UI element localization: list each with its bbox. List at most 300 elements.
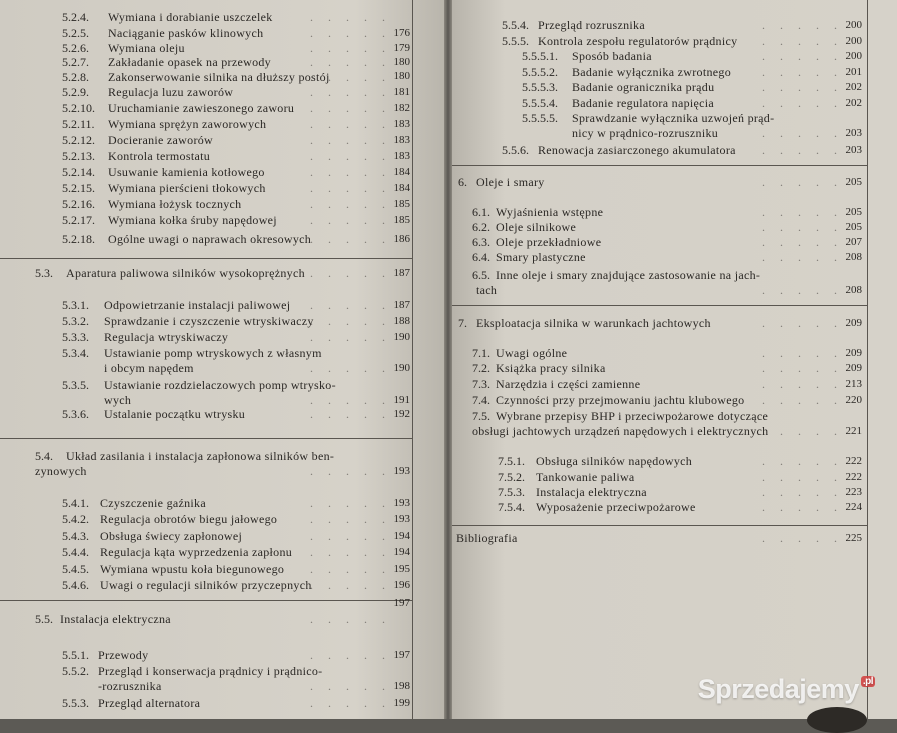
toc-entry-title: Obsługa świecy zapłonowej — [100, 529, 243, 543]
dot-leader: . . . . . — [310, 55, 391, 69]
dot-leader: . . . . . — [310, 496, 391, 510]
toc-entry — [0, 85, 444, 100]
toc-entry-title: Wyposażenie przeciwpożarowe — [536, 500, 696, 514]
watermark-logo — [698, 674, 875, 705]
toc-entry — [0, 133, 444, 148]
toc-entry-page-number: 187 — [393, 267, 410, 279]
dot-leader: . . . . . — [762, 126, 843, 140]
toc-entry-title: Badanie ogranicznika prądu — [572, 80, 715, 94]
toc-entry-number: 5.2.10. — [62, 101, 95, 115]
dot-leader: . . . . . — [762, 470, 843, 484]
dot-leader: . . . . . — [762, 500, 843, 514]
toc-entry-title: Wyjaśnienia wstępne — [496, 205, 604, 219]
toc-entry-page-number: 195 — [393, 563, 410, 575]
toc-entry — [452, 377, 897, 392]
toc-entry-page-number: 205 — [845, 206, 862, 218]
toc-entry-page-number: 209 — [845, 347, 862, 359]
toc-entry-number: 5.2.8. — [62, 70, 89, 84]
toc-entry-title: Regulacja luzu zaworów — [108, 85, 234, 99]
toc-entry — [452, 393, 897, 408]
toc-entry-page-number: 200 — [845, 19, 862, 31]
toc-entry-title: Wybrane przepisy BHP i przeciwpożarowe dotyczące — [496, 409, 769, 423]
toc-entry — [0, 578, 444, 593]
toc-entry — [0, 545, 444, 560]
toc-entry — [0, 197, 444, 212]
toc-entry-title: Zakładanie opasek na przewody — [108, 55, 271, 69]
toc-entry-page-number: 220 — [845, 394, 862, 406]
dot-leader: . . . . . — [762, 250, 843, 264]
toc-entry — [0, 407, 444, 422]
toc-entry-number: 5.5.3. — [62, 696, 89, 710]
toc-entry-page-number: 187 — [393, 299, 410, 311]
toc-entry-page-number: 184 — [393, 166, 410, 178]
toc-entry-number: 5.2.14. — [62, 165, 95, 179]
toc-entry-title: Docieranie zaworów — [108, 133, 214, 147]
toc-entry-title: Oleje i smary — [476, 175, 545, 189]
dot-leader: . . . . . — [762, 18, 843, 32]
toc-entry-number: 5.5.5.4. — [522, 96, 558, 110]
toc-entry-title: Oleje silnikowe — [496, 220, 577, 234]
toc-entry-page-number: 191 — [393, 394, 410, 406]
toc-entry-page-number: 209 — [845, 317, 862, 329]
dot-leader: . . . . . — [762, 393, 843, 407]
dot-leader: . . . . . — [310, 70, 391, 84]
toc-entry-number: 5.5.5.3. — [522, 80, 558, 94]
toc-entry-number: 5.3.1. — [62, 298, 89, 312]
toc-entry-title-continued: zynowych — [35, 464, 87, 478]
dot-leader: . . . . . — [762, 80, 843, 94]
right-page — [452, 0, 897, 719]
toc-entry — [452, 34, 897, 49]
dot-leader: . . . . . — [310, 648, 391, 662]
book-gutter — [444, 0, 452, 719]
toc-entry-page-number: 222 — [845, 471, 862, 483]
dot-leader: . . . . . — [762, 96, 843, 110]
toc-entry-number: 5.5.2. — [62, 664, 89, 678]
toc-entry — [0, 41, 444, 56]
dot-leader: . . . . . — [310, 298, 391, 312]
toc-entry-number: 5.5.1. — [62, 648, 89, 662]
toc-entry — [0, 181, 444, 196]
section-divider — [0, 438, 412, 439]
dot-leader: . . . . . — [310, 10, 391, 24]
dot-leader: . . . . . — [762, 220, 843, 234]
dot-leader: . . . . . — [310, 181, 391, 195]
toc-entry-page-number: 183 — [393, 134, 410, 146]
toc-entry-title: Regulacja kąta wyprzedzenia zapłonu — [100, 545, 293, 559]
toc-entry — [0, 648, 444, 663]
toc-entry — [0, 26, 444, 41]
dot-leader: . . . . . — [762, 531, 843, 545]
toc-entry-title: Regulacja obrotów biegu jałowego — [100, 512, 278, 526]
toc-entry — [0, 314, 444, 329]
section-divider — [452, 525, 867, 526]
toc-entry-page-number: 198 — [393, 680, 410, 692]
dot-leader: . . . . . — [310, 612, 391, 626]
dot-leader: . . . . . — [762, 454, 843, 468]
dot-leader: . . . . . — [762, 175, 843, 189]
toc-entry-title: Naciąganie pasków klinowych — [108, 26, 264, 40]
toc-entry-number: 5.2.13. — [62, 149, 95, 163]
toc-entry-title: Badanie wyłącznika zwrotnego — [572, 65, 732, 79]
dot-leader: . . . . . — [310, 213, 391, 227]
toc-entry-number: 5.5.5. — [502, 34, 529, 48]
toc-entry-page-number: 190 — [393, 331, 410, 343]
dot-leader: . . . . . — [762, 316, 843, 330]
toc-entry-number: 5.3.5. — [62, 378, 89, 392]
toc-entry-number: 6.5. — [472, 268, 490, 282]
dot-leader: . . . . . — [762, 34, 843, 48]
dot-leader: . . . . . — [310, 393, 391, 407]
toc-entry-page-number: 185 — [393, 214, 410, 226]
dot-leader: . . . . . — [762, 283, 843, 297]
toc-entry-number: 5.2.18. — [62, 232, 95, 246]
toc-entry-number: 5.5.4. — [502, 18, 529, 32]
toc-entry-number: 7.5.4. — [498, 500, 525, 514]
toc-entry-title: Kontrola zespołu regulatorów prądnicy — [538, 34, 738, 48]
toc-entry-page-number: 180 — [393, 56, 410, 68]
toc-entry-title: Sposób badania — [572, 49, 652, 63]
toc-entry-page-number: 225 — [845, 532, 862, 544]
toc-entry-page-number: 200 — [845, 35, 862, 47]
toc-entry — [0, 512, 444, 527]
toc-entry-number: 5.2.16. — [62, 197, 95, 211]
toc-entry-page-number: 202 — [845, 81, 862, 93]
toc-entry-title: Czynności przy przejmowaniu jachtu klubowego — [496, 393, 745, 407]
toc-entry-title-continued: wych — [104, 393, 132, 407]
toc-entry-page-number: 176 — [393, 27, 410, 39]
toc-entry-number: 5.2.9. — [62, 85, 89, 99]
dot-leader: . . . . . — [310, 26, 391, 40]
toc-entry — [0, 496, 444, 511]
dot-leader: . . . . . — [762, 377, 843, 391]
toc-entry-title: Instalacja elektryczna — [60, 612, 171, 626]
toc-entry-page-number: 194 — [393, 546, 410, 558]
toc-entry-title: Przegląd rozrusznika — [538, 18, 645, 32]
toc-entry-title: Wymiana wpustu koła biegunowego — [100, 562, 285, 576]
toc-entry-number: 5.5.5.5. — [522, 111, 558, 125]
toc-entry-title: Czyszczenie gaźnika — [100, 496, 206, 510]
toc-entry — [452, 531, 897, 546]
toc-entry — [452, 220, 897, 235]
dot-leader: . . . . . — [762, 235, 843, 249]
toc-entry-number: 7.1. — [472, 346, 490, 360]
toc-entry-title: Narzędzia i części zamienne — [496, 377, 641, 391]
toc-entry-number: 7.3. — [472, 377, 490, 391]
toc-entry-number: 7.4. — [472, 393, 490, 407]
toc-entry-number: 7.5. — [472, 409, 490, 423]
toc-entry-title: Przegląd alternatora — [98, 696, 201, 710]
toc-entry-page-number: 179 — [393, 42, 410, 54]
toc-entry-number: 5.4.1. — [62, 496, 89, 510]
toc-entry-title: Aparatura paliwowa silników wysokoprężnych — [66, 266, 305, 280]
toc-entry-page-number: 197 — [393, 597, 410, 609]
dot-leader: . . . . . — [310, 165, 391, 179]
toc-entry-page-number: 188 — [393, 315, 410, 327]
watermark-text: Sprzedajemy — [697, 674, 859, 704]
toc-entry-page-number: 183 — [393, 150, 410, 162]
toc-entry — [0, 117, 444, 132]
toc-entry-number: 6.1. — [472, 205, 490, 219]
dot-leader: . . . . . — [310, 232, 391, 246]
dot-leader: . . . . . — [762, 485, 843, 499]
toc-entry-page-number: 197 — [393, 649, 410, 661]
toc-entry — [0, 378, 444, 408]
dot-leader: . . . . . — [762, 49, 843, 63]
toc-entry-title: Instalacja elektryczna — [536, 485, 647, 499]
toc-entry — [452, 361, 897, 376]
toc-entry-page-number: 199 — [393, 697, 410, 709]
section-divider — [0, 600, 412, 601]
toc-entry — [0, 70, 444, 85]
dot-leader: . . . . . — [762, 361, 843, 375]
toc-entry — [452, 485, 897, 500]
toc-entry-page-number: 184 — [393, 182, 410, 194]
toc-entry — [0, 346, 444, 376]
toc-entry-title: Obsługa silników napędowych — [536, 454, 693, 468]
toc-entry — [452, 18, 897, 33]
toc-entry — [452, 175, 897, 190]
toc-entry-title: Sprawdzanie i czyszczenie wtryskiwaczy — [104, 314, 314, 328]
toc-entry-number: 5.2.5. — [62, 26, 89, 40]
toc-entry — [452, 111, 897, 141]
toc-entry — [0, 330, 444, 345]
section-divider — [452, 305, 867, 306]
toc-entry-number: 5.2.4. — [62, 10, 89, 24]
toc-entry — [452, 49, 897, 64]
toc-entry — [452, 143, 897, 158]
toc-entry-title: Wymiana i dorabianie uszczelek — [108, 10, 273, 24]
toc-entry-number: 7.5.1. — [498, 454, 525, 468]
toc-entry-number: 5.4.5. — [62, 562, 89, 576]
toc-entry-number: 5.4. — [35, 449, 53, 463]
toc-entry-number: 5.2.12. — [62, 133, 95, 147]
toc-entry — [452, 235, 897, 250]
toc-entry-page-number: 221 — [845, 425, 862, 437]
toc-entry-page-number: 223 — [845, 486, 862, 498]
toc-entry — [452, 268, 897, 298]
toc-entry — [0, 597, 444, 627]
toc-entry-page-number: 193 — [393, 465, 410, 477]
toc-entry-title: Przegląd i konserwacja prądnicy i prądnico- — [98, 664, 323, 678]
toc-entry-number: 5.2.7. — [62, 55, 89, 69]
toc-entry — [0, 664, 444, 694]
watermark-badge: .pl — [862, 676, 873, 687]
toc-entry-title-continued: i obcym napędem — [104, 361, 194, 375]
toc-entry-title: Tankowanie paliwa — [536, 470, 635, 484]
toc-entry-title: Ustawianie pomp wtryskowych z własnym — [104, 346, 322, 360]
toc-entry-number: 5.4.6. — [62, 578, 89, 592]
toc-entry — [0, 165, 444, 180]
page-corner-shadow — [807, 707, 867, 733]
toc-entry-number: 5.3.2. — [62, 314, 89, 328]
toc-entry-number: 7.5.2. — [498, 470, 525, 484]
toc-entry-title: Układ zasilania i instalacja zapłonowa silników ben- — [66, 449, 335, 463]
toc-entry-page-number: 213 — [845, 378, 862, 390]
left-page — [0, 0, 444, 719]
toc-entry-page-number: 182 — [393, 102, 410, 114]
toc-entry-title: Zakonserwowanie silnika na dłuższy postój — [108, 70, 330, 84]
toc-entry — [0, 149, 444, 164]
toc-entry — [452, 96, 897, 111]
toc-entry-page-number: 207 — [845, 236, 862, 248]
toc-entry-page-number: 209 — [845, 362, 862, 374]
toc-entry-page-number: 193 — [393, 513, 410, 525]
toc-entry-page-number: 180 — [393, 70, 410, 82]
dot-leader: . . . . . — [762, 143, 843, 157]
toc-entry-title: Smary plastyczne — [496, 250, 586, 264]
toc-entry — [452, 454, 897, 469]
toc-entry-page-number: 205 — [845, 221, 862, 233]
toc-entry-number: 7.2. — [472, 361, 490, 375]
toc-entry-title: Uruchamianie zawieszonego zaworu — [108, 101, 295, 115]
toc-entry-title: Oleje przekładniowe — [496, 235, 602, 249]
toc-entry-page-number: 203 — [845, 144, 862, 156]
dot-leader: . . . . . — [310, 578, 391, 592]
toc-entry-title: Regulacja wtryskiwaczy — [104, 330, 229, 344]
toc-entry-page-number: 185 — [393, 198, 410, 210]
toc-entry-number: 7. — [458, 316, 467, 330]
toc-entry-title-continued: -rozrusznika — [98, 679, 162, 693]
toc-entry-title: Wymiana kołka śruby napędowej — [108, 213, 277, 227]
toc-entry-page-number: 190 — [393, 362, 410, 374]
toc-entry-page-number: 205 — [845, 176, 862, 188]
toc-entry — [0, 213, 444, 228]
toc-entry — [0, 101, 444, 116]
toc-entry — [0, 562, 444, 577]
toc-entry-title: Ogólne uwagi o naprawach okresowych — [108, 232, 312, 246]
toc-entry-number: 6.4. — [472, 250, 490, 264]
toc-entry-title: Wymiana łożysk tocznych — [108, 197, 242, 211]
toc-entry-number: 6.3. — [472, 235, 490, 249]
dot-leader: . . . . . — [310, 696, 391, 710]
toc-entry — [452, 65, 897, 80]
toc-entry-title: Wymiana pierścieni tłokowych — [108, 181, 266, 195]
toc-entry — [452, 409, 897, 439]
toc-entry-page-number: 196 — [393, 579, 410, 591]
dot-leader: . . . . . — [310, 197, 391, 211]
toc-entry-title: Przewody — [98, 648, 149, 662]
toc-entry-number: 5.2.6. — [62, 41, 89, 55]
toc-entry-title: Kontrola termostatu — [108, 149, 211, 163]
dot-leader: . . . . . — [310, 41, 391, 55]
toc-entry-number: 6.2. — [472, 220, 490, 234]
toc-entry-number: 5.5.5.1. — [522, 49, 558, 63]
toc-entry-number: 5.4.2. — [62, 512, 89, 526]
toc-entry-title: Wymiana oleju — [108, 41, 185, 55]
toc-entry-title: Książka pracy silnika — [496, 361, 606, 375]
toc-entry-title: Uwagi ogólne — [496, 346, 568, 360]
toc-entry-title: Wymiana sprężyn zaworowych — [108, 117, 267, 131]
toc-entry-title: Ustawianie rozdzielaczowych pomp wtrysko- — [104, 378, 336, 392]
toc-entry-number: 5.5. — [35, 612, 53, 626]
dot-leader: . . . . . — [310, 330, 391, 344]
toc-entry-page-number: 203 — [845, 127, 862, 139]
dot-leader: . . . . . — [310, 133, 391, 147]
dot-leader: . . . . . — [310, 117, 391, 131]
dot-leader: . . . . . — [762, 424, 843, 438]
toc-entry-page-number: 208 — [845, 284, 862, 296]
toc-entry-title: Sprawdzanie wyłącznika uzwojeń prąd- — [572, 111, 775, 125]
toc-entry — [0, 449, 444, 479]
toc-entry-page-number: 194 — [393, 530, 410, 542]
toc-entry-page-number: 192 — [393, 408, 410, 420]
dot-leader: . . . . . — [762, 346, 843, 360]
toc-entry — [452, 346, 897, 361]
dot-leader: . . . . . — [310, 529, 391, 543]
toc-entry-title-continued: nicy w prądnico-rozruszniku — [572, 126, 719, 140]
toc-entry — [452, 470, 897, 485]
toc-entry-title: Inne oleje i smary znajdujące zastosowanie na jach- — [496, 268, 761, 282]
toc-entry — [0, 10, 444, 25]
toc-entry — [452, 250, 897, 265]
toc-entry-title: Bibliografia — [456, 531, 518, 545]
dot-leader: . . . . . — [310, 149, 391, 163]
toc-entry-title: Odpowietrzanie instalacji paliwowej — [104, 298, 291, 312]
toc-entry — [452, 80, 897, 95]
toc-entry-number: 5.5.5.2. — [522, 65, 558, 79]
toc-entry-number: 5.3.4. — [62, 346, 89, 360]
toc-entry-number: 5.2.15. — [62, 181, 95, 195]
section-divider — [0, 258, 412, 259]
toc-entry-page-number: 181 — [393, 86, 410, 98]
dot-leader: . . . . . — [310, 266, 391, 280]
dot-leader: . . . . . — [310, 562, 391, 576]
toc-entry — [452, 500, 897, 515]
toc-entry-number: 5.4.4. — [62, 545, 89, 559]
toc-entry-page-number: 183 — [393, 118, 410, 130]
toc-entry-page-number: 193 — [393, 497, 410, 509]
dot-leader: . . . . . — [310, 464, 391, 478]
toc-entry-page-number: 186 — [393, 233, 410, 245]
toc-entry-title: Eksploatacja silnika w warunkach jachtowych — [476, 316, 711, 330]
toc-entry-number: 5.2.17. — [62, 213, 95, 227]
toc-entry-page-number: 202 — [845, 97, 862, 109]
toc-entry-number: 5.3.6. — [62, 407, 89, 421]
toc-entry-number: 6. — [458, 175, 467, 189]
toc-entry — [452, 205, 897, 220]
dot-leader: . . . . . — [310, 85, 391, 99]
toc-entry-title: Renowacja zasiarczonego akumulatora — [538, 143, 736, 157]
toc-entry — [0, 298, 444, 313]
dot-leader: . . . . . — [310, 101, 391, 115]
toc-entry — [0, 232, 444, 247]
toc-entry-title-continued: obsługi jachtowych urządzeń napędowych i elektrycznych — [472, 424, 769, 438]
toc-entry — [0, 55, 444, 70]
dot-leader: . . . . . — [310, 679, 391, 693]
toc-entry — [0, 696, 444, 711]
toc-entry-number: 7.5.3. — [498, 485, 525, 499]
toc-entry-page-number: 200 — [845, 50, 862, 62]
dot-leader: . . . . . — [762, 65, 843, 79]
toc-entry-number: 5.2.11. — [62, 117, 95, 131]
dot-leader: . . . . . — [310, 361, 391, 375]
dot-leader: . . . . . — [310, 545, 391, 559]
section-divider — [452, 165, 867, 166]
dot-leader: . . . . . — [310, 407, 391, 421]
toc-entry-number: 5.3. — [35, 266, 53, 280]
toc-entry-page-number: 201 — [845, 66, 862, 78]
toc-entry-title: Usuwanie kamienia kotłowego — [108, 165, 265, 179]
dot-leader: . . . . . — [310, 314, 391, 328]
toc-entry — [452, 316, 897, 331]
toc-entry-page-number: 222 — [845, 455, 862, 467]
toc-entry-number: 5.3.3. — [62, 330, 89, 344]
toc-entry-title: Badanie regulatora napięcia — [572, 96, 715, 110]
toc-entry — [0, 529, 444, 544]
toc-entry-title: Uwagi o regulacji silników przyczepnych — [100, 578, 312, 592]
dot-leader: . . . . . — [310, 512, 391, 526]
